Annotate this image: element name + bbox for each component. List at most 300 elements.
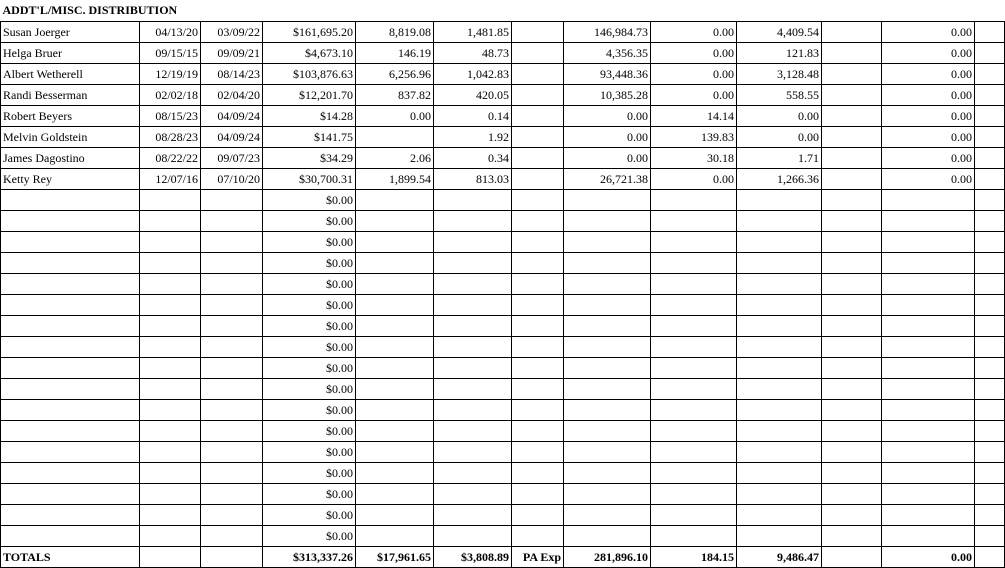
cell-d1[interactable]: 08/22/22 [140, 147, 201, 168]
cell-blank[interactable] [512, 189, 564, 210]
cell-blank[interactable] [564, 504, 651, 525]
cell-amount[interactable]: $34.29 [263, 147, 356, 168]
cell-blank[interactable] [651, 357, 737, 378]
cell-blank[interactable] [434, 483, 512, 504]
cell-blank[interactable] [651, 336, 737, 357]
cell-amount[interactable]: $4,673.10 [263, 42, 356, 63]
cell-blank[interactable] [882, 420, 975, 441]
cell-c10[interactable] [822, 168, 882, 189]
cell-blank[interactable] [140, 273, 201, 294]
cell-c11[interactable]: 0.00 [882, 21, 975, 42]
cell-c10[interactable] [822, 21, 882, 42]
cell-blank[interactable] [201, 210, 263, 231]
cell-blank[interactable] [975, 420, 1005, 441]
cell-blank[interactable] [201, 336, 263, 357]
cell-blank[interactable] [434, 315, 512, 336]
cell-blank[interactable] [737, 294, 822, 315]
cell-c8[interactable]: 0.00 [651, 84, 737, 105]
totals-c5[interactable]: $3,808.89 [434, 546, 512, 567]
cell-blank[interactable] [564, 252, 651, 273]
cell-blank[interactable] [140, 357, 201, 378]
cell-c5[interactable]: 0.34 [434, 147, 512, 168]
cell-c5[interactable]: 1,481.85 [434, 21, 512, 42]
cell-blank[interactable] [201, 189, 263, 210]
cell-c7[interactable]: 26,721.38 [564, 168, 651, 189]
totals-amount[interactable]: $313,337.26 [263, 546, 356, 567]
cell-blank[interactable] [737, 441, 822, 462]
cell-blank[interactable] [882, 441, 975, 462]
cell-blank[interactable] [975, 441, 1005, 462]
cell-blank[interactable] [975, 210, 1005, 231]
cell-blank[interactable] [737, 210, 822, 231]
cell-blank[interactable] [512, 336, 564, 357]
cell-blank[interactable] [975, 126, 1005, 147]
cell-c10[interactable] [822, 147, 882, 168]
cell-blank[interactable] [822, 315, 882, 336]
cell-c7[interactable]: 0.00 [564, 126, 651, 147]
cell-blank[interactable] [822, 189, 882, 210]
cell-blank[interactable] [1, 294, 140, 315]
cell-c9[interactable]: 0.00 [737, 126, 822, 147]
cell-amount[interactable]: $0.00 [263, 315, 356, 336]
cell-name[interactable]: Helga Bruer [1, 42, 140, 63]
cell-blank[interactable] [651, 462, 737, 483]
cell-blank[interactable] [356, 504, 434, 525]
cell-c6[interactable] [512, 147, 564, 168]
cell-blank[interactable] [882, 378, 975, 399]
cell-blank[interactable] [201, 399, 263, 420]
cell-blank[interactable] [356, 483, 434, 504]
cell-blank[interactable] [975, 231, 1005, 252]
cell-blank[interactable] [975, 399, 1005, 420]
cell-c6[interactable] [512, 126, 564, 147]
cell-blank[interactable] [975, 504, 1005, 525]
cell-c5[interactable]: 48.73 [434, 42, 512, 63]
cell-blank[interactable] [512, 273, 564, 294]
cell-blank[interactable] [140, 483, 201, 504]
cell-blank[interactable] [737, 420, 822, 441]
cell-blank[interactable] [140, 399, 201, 420]
cell-blank[interactable] [822, 231, 882, 252]
cell-c10[interactable] [822, 42, 882, 63]
cell-blank[interactable] [512, 504, 564, 525]
cell-c8[interactable]: 0.00 [651, 42, 737, 63]
cell-d2[interactable]: 07/10/20 [201, 168, 263, 189]
cell-name[interactable]: Susan Joerger [1, 21, 140, 42]
cell-blank[interactable] [822, 483, 882, 504]
cell-c4[interactable] [356, 126, 434, 147]
cell-amount[interactable]: $0.00 [263, 399, 356, 420]
cell-blank[interactable] [737, 273, 822, 294]
cell-d2[interactable]: 08/14/23 [201, 63, 263, 84]
cell-c6[interactable] [512, 42, 564, 63]
cell-blank[interactable] [564, 210, 651, 231]
cell-blank[interactable] [434, 273, 512, 294]
cell-c10[interactable] [822, 84, 882, 105]
cell-blank[interactable] [1, 189, 140, 210]
cell-blank[interactable] [434, 231, 512, 252]
cell-blank[interactable] [822, 273, 882, 294]
cell-c8[interactable]: 14.14 [651, 105, 737, 126]
cell-blank[interactable] [356, 210, 434, 231]
cell-blank[interactable] [822, 441, 882, 462]
cell-blank[interactable] [434, 378, 512, 399]
cell-d2[interactable]: 03/09/22 [201, 21, 263, 42]
cell-c7[interactable]: 0.00 [564, 147, 651, 168]
cell-blank[interactable] [1, 462, 140, 483]
cell-blank[interactable] [882, 357, 975, 378]
cell-blank[interactable] [356, 231, 434, 252]
cell-blank[interactable] [822, 420, 882, 441]
cell-blank[interactable] [975, 378, 1005, 399]
cell-c11[interactable]: 0.00 [882, 63, 975, 84]
cell-blank[interactable] [882, 252, 975, 273]
cell-blank[interactable] [1, 315, 140, 336]
cell-amount[interactable]: $0.00 [263, 357, 356, 378]
cell-c8[interactable]: 139.83 [651, 126, 737, 147]
cell-c5[interactable]: 1,042.83 [434, 63, 512, 84]
cell-c6[interactable] [512, 21, 564, 42]
cell-blank[interactable] [975, 105, 1005, 126]
cell-blank[interactable] [1, 420, 140, 441]
cell-c11[interactable]: 0.00 [882, 84, 975, 105]
cell-c8[interactable]: 0.00 [651, 168, 737, 189]
cell-blank[interactable] [975, 462, 1005, 483]
cell-c9[interactable]: 0.00 [737, 105, 822, 126]
cell-blank[interactable] [140, 462, 201, 483]
cell-blank[interactable] [651, 399, 737, 420]
cell-d1[interactable]: 08/15/23 [140, 105, 201, 126]
cell-blank[interactable] [822, 504, 882, 525]
cell-blank[interactable] [737, 315, 822, 336]
cell-blank[interactable] [822, 210, 882, 231]
cell-blank[interactable] [512, 315, 564, 336]
cell-blank[interactable] [512, 231, 564, 252]
cell-blank[interactable] [737, 525, 822, 546]
cell-blank[interactable] [737, 483, 822, 504]
cell-blank[interactable] [564, 336, 651, 357]
cell-c4[interactable]: 1,899.54 [356, 168, 434, 189]
cell-d1[interactable]: 02/02/18 [140, 84, 201, 105]
cell-c6[interactable] [512, 63, 564, 84]
cell-blank[interactable] [651, 315, 737, 336]
cell-blank[interactable] [434, 504, 512, 525]
cell-c5[interactable]: 1.92 [434, 126, 512, 147]
cell-blank[interactable] [737, 399, 822, 420]
cell-blank[interactable] [356, 252, 434, 273]
cell-blank[interactable] [434, 210, 512, 231]
totals-c6[interactable]: PA Exp [512, 546, 564, 567]
cell-blank[interactable] [822, 399, 882, 420]
cell-amount[interactable]: $14.28 [263, 105, 356, 126]
cell-blank[interactable] [564, 462, 651, 483]
cell-blank[interactable] [822, 525, 882, 546]
cell-c6[interactable] [512, 105, 564, 126]
cell-c8[interactable]: 0.00 [651, 63, 737, 84]
cell-blank[interactable] [512, 483, 564, 504]
cell-blank[interactable] [975, 315, 1005, 336]
cell-blank[interactable] [201, 483, 263, 504]
cell-c4[interactable]: 837.82 [356, 84, 434, 105]
cell-blank[interactable] [882, 399, 975, 420]
cell-blank[interactable] [201, 315, 263, 336]
cell-c4[interactable]: 0.00 [356, 105, 434, 126]
cell-c4[interactable]: 146.19 [356, 42, 434, 63]
cell-c5[interactable]: 420.05 [434, 84, 512, 105]
cell-amount[interactable]: $0.00 [263, 504, 356, 525]
cell-c5[interactable]: 0.14 [434, 105, 512, 126]
cell-blank[interactable] [356, 462, 434, 483]
cell-blank[interactable] [512, 399, 564, 420]
cell-blank[interactable] [822, 546, 882, 567]
totals-c9[interactable]: 9,486.47 [737, 546, 822, 567]
cell-blank[interactable] [201, 378, 263, 399]
cell-blank[interactable] [356, 315, 434, 336]
cell-blank[interactable] [882, 273, 975, 294]
cell-c9[interactable]: 558.55 [737, 84, 822, 105]
cell-blank[interactable] [882, 336, 975, 357]
cell-blank[interactable] [1, 378, 140, 399]
cell-blank[interactable] [651, 420, 737, 441]
cell-c7[interactable]: 4,356.35 [564, 42, 651, 63]
cell-d1[interactable]: 12/07/16 [140, 168, 201, 189]
cell-blank[interactable] [434, 357, 512, 378]
cell-name[interactable]: James Dagostino [1, 147, 140, 168]
cell-blank[interactable] [651, 483, 737, 504]
cell-blank[interactable] [737, 231, 822, 252]
cell-c9[interactable]: 121.83 [737, 42, 822, 63]
cell-blank[interactable] [434, 399, 512, 420]
cell-blank[interactable] [201, 357, 263, 378]
cell-blank[interactable] [434, 525, 512, 546]
cell-blank[interactable] [975, 84, 1005, 105]
cell-blank[interactable] [651, 252, 737, 273]
cell-blank[interactable] [651, 378, 737, 399]
cell-blank[interactable] [975, 483, 1005, 504]
cell-blank[interactable] [356, 336, 434, 357]
cell-blank[interactable] [651, 189, 737, 210]
cell-amount[interactable]: $0.00 [263, 336, 356, 357]
cell-blank[interactable] [1, 336, 140, 357]
cell-blank[interactable] [1, 273, 140, 294]
cell-blank[interactable] [201, 231, 263, 252]
cell-blank[interactable] [822, 462, 882, 483]
cell-blank[interactable] [651, 525, 737, 546]
cell-blank[interactable] [201, 504, 263, 525]
cell-blank[interactable] [356, 525, 434, 546]
cell-blank[interactable] [140, 336, 201, 357]
cell-blank[interactable] [882, 294, 975, 315]
cell-blank[interactable] [564, 189, 651, 210]
cell-blank[interactable] [1, 231, 140, 252]
cell-blank[interactable] [356, 378, 434, 399]
cell-blank[interactable] [356, 294, 434, 315]
cell-blank[interactable] [564, 483, 651, 504]
cell-blank[interactable] [1, 483, 140, 504]
cell-amount[interactable]: $0.00 [263, 441, 356, 462]
cell-c6[interactable] [512, 84, 564, 105]
cell-blank[interactable] [737, 378, 822, 399]
cell-blank[interactable] [512, 441, 564, 462]
cell-blank[interactable] [356, 357, 434, 378]
cell-blank[interactable] [140, 525, 201, 546]
cell-blank[interactable] [975, 294, 1005, 315]
cell-blank[interactable] [651, 504, 737, 525]
cell-blank[interactable] [975, 273, 1005, 294]
cell-blank[interactable] [975, 336, 1005, 357]
cell-blank[interactable] [975, 168, 1005, 189]
cell-blank[interactable] [564, 231, 651, 252]
cell-c7[interactable]: 10,385.28 [564, 84, 651, 105]
cell-c7[interactable]: 146,984.73 [564, 21, 651, 42]
cell-blank[interactable] [651, 231, 737, 252]
cell-blank[interactable] [564, 273, 651, 294]
cell-blank[interactable] [651, 210, 737, 231]
cell-blank[interactable] [356, 399, 434, 420]
cell-blank[interactable] [140, 252, 201, 273]
cell-blank[interactable] [564, 525, 651, 546]
cell-blank[interactable] [356, 189, 434, 210]
cell-amount[interactable]: $141.75 [263, 126, 356, 147]
cell-amount[interactable]: $12,201.70 [263, 84, 356, 105]
totals-label[interactable]: TOTALS [1, 546, 140, 567]
cell-d1[interactable]: 08/28/23 [140, 126, 201, 147]
cell-amount[interactable]: $0.00 [263, 210, 356, 231]
cell-blank[interactable] [512, 357, 564, 378]
cell-amount[interactable]: $0.00 [263, 189, 356, 210]
cell-d1[interactable]: 12/19/19 [140, 63, 201, 84]
cell-blank[interactable] [651, 441, 737, 462]
cell-d2[interactable]: 04/09/24 [201, 105, 263, 126]
cell-amount[interactable]: $161,695.20 [263, 21, 356, 42]
cell-blank[interactable] [512, 525, 564, 546]
cell-name[interactable]: Ketty Rey [1, 168, 140, 189]
cell-blank[interactable] [651, 273, 737, 294]
cell-blank[interactable] [882, 462, 975, 483]
cell-blank[interactable] [1, 252, 140, 273]
cell-blank[interactable] [1, 357, 140, 378]
cell-amount[interactable]: $0.00 [263, 483, 356, 504]
cell-amount[interactable]: $0.00 [263, 420, 356, 441]
cell-blank[interactable] [737, 336, 822, 357]
cell-amount[interactable]: $0.00 [263, 525, 356, 546]
cell-blank[interactable] [737, 252, 822, 273]
cell-d1[interactable]: 04/13/20 [140, 21, 201, 42]
cell-blank[interactable] [564, 441, 651, 462]
cell-blank[interactable] [882, 315, 975, 336]
cell-blank[interactable] [434, 441, 512, 462]
cell-c6[interactable] [512, 168, 564, 189]
totals-c8[interactable]: 184.15 [651, 546, 737, 567]
cell-blank[interactable] [822, 378, 882, 399]
cell-blank[interactable] [651, 294, 737, 315]
cell-blank[interactable] [882, 231, 975, 252]
cell-blank[interactable] [356, 420, 434, 441]
cell-blank[interactable] [512, 294, 564, 315]
cell-blank[interactable] [882, 210, 975, 231]
cell-blank[interactable] [140, 294, 201, 315]
cell-blank[interactable] [1, 441, 140, 462]
cell-c10[interactable] [822, 105, 882, 126]
cell-blank[interactable] [140, 315, 201, 336]
cell-amount[interactable]: $0.00 [263, 294, 356, 315]
cell-c4[interactable]: 6,256.96 [356, 63, 434, 84]
cell-blank[interactable] [434, 336, 512, 357]
cell-blank[interactable] [975, 147, 1005, 168]
totals-c4[interactable]: $17,961.65 [356, 546, 434, 567]
cell-blank[interactable] [201, 420, 263, 441]
cell-amount[interactable]: $30,700.31 [263, 168, 356, 189]
cell-blank[interactable] [882, 483, 975, 504]
cell-blank[interactable] [140, 189, 201, 210]
cell-blank[interactable] [564, 378, 651, 399]
cell-blank[interactable] [975, 63, 1005, 84]
cell-d2[interactable]: 09/09/21 [201, 42, 263, 63]
cell-blank[interactable] [201, 441, 263, 462]
cell-c11[interactable]: 0.00 [882, 105, 975, 126]
cell-blank[interactable] [975, 525, 1005, 546]
cell-blank[interactable] [882, 189, 975, 210]
cell-blank[interactable] [975, 42, 1005, 63]
cell-blank[interactable] [140, 504, 201, 525]
cell-c4[interactable]: 2.06 [356, 147, 434, 168]
cell-amount[interactable]: $0.00 [263, 252, 356, 273]
cell-d2[interactable]: 04/09/24 [201, 126, 263, 147]
cell-blank[interactable] [975, 546, 1005, 567]
cell-amount[interactable]: $0.00 [263, 378, 356, 399]
cell-blank[interactable] [201, 273, 263, 294]
cell-amount[interactable]: $0.00 [263, 231, 356, 252]
cell-blank[interactable] [564, 357, 651, 378]
totals-c7[interactable]: 281,896.10 [564, 546, 651, 567]
cell-blank[interactable] [201, 252, 263, 273]
cell-blank[interactable] [564, 315, 651, 336]
cell-blank[interactable] [140, 231, 201, 252]
cell-blank[interactable] [975, 252, 1005, 273]
cell-blank[interactable] [356, 273, 434, 294]
cell-blank[interactable] [140, 210, 201, 231]
cell-blank[interactable] [512, 462, 564, 483]
cell-blank[interactable] [882, 525, 975, 546]
cell-c8[interactable]: 0.00 [651, 21, 737, 42]
cell-blank[interactable] [975, 357, 1005, 378]
cell-blank[interactable] [975, 189, 1005, 210]
cell-blank[interactable] [882, 504, 975, 525]
cell-d1[interactable]: 09/15/15 [140, 42, 201, 63]
cell-blank[interactable] [140, 441, 201, 462]
cell-blank[interactable] [564, 399, 651, 420]
cell-blank[interactable] [1, 504, 140, 525]
cell-blank[interactable] [564, 294, 651, 315]
cell-blank[interactable] [140, 546, 201, 567]
cell-blank[interactable] [1, 525, 140, 546]
cell-name[interactable]: Melvin Goldstein [1, 126, 140, 147]
cell-c9[interactable]: 1.71 [737, 147, 822, 168]
cell-blank[interactable] [737, 504, 822, 525]
cell-c11[interactable]: 0.00 [882, 147, 975, 168]
cell-name[interactable]: Randi Besserman [1, 84, 140, 105]
totals-c11[interactable]: 0.00 [882, 546, 975, 567]
cell-blank[interactable] [434, 294, 512, 315]
cell-blank[interactable] [737, 189, 822, 210]
cell-c4[interactable]: 8,819.08 [356, 21, 434, 42]
cell-c10[interactable] [822, 63, 882, 84]
cell-amount[interactable]: $0.00 [263, 462, 356, 483]
cell-blank[interactable] [201, 462, 263, 483]
cell-c7[interactable]: 93,448.36 [564, 63, 651, 84]
cell-blank[interactable] [975, 21, 1005, 42]
cell-c7[interactable]: 0.00 [564, 105, 651, 126]
